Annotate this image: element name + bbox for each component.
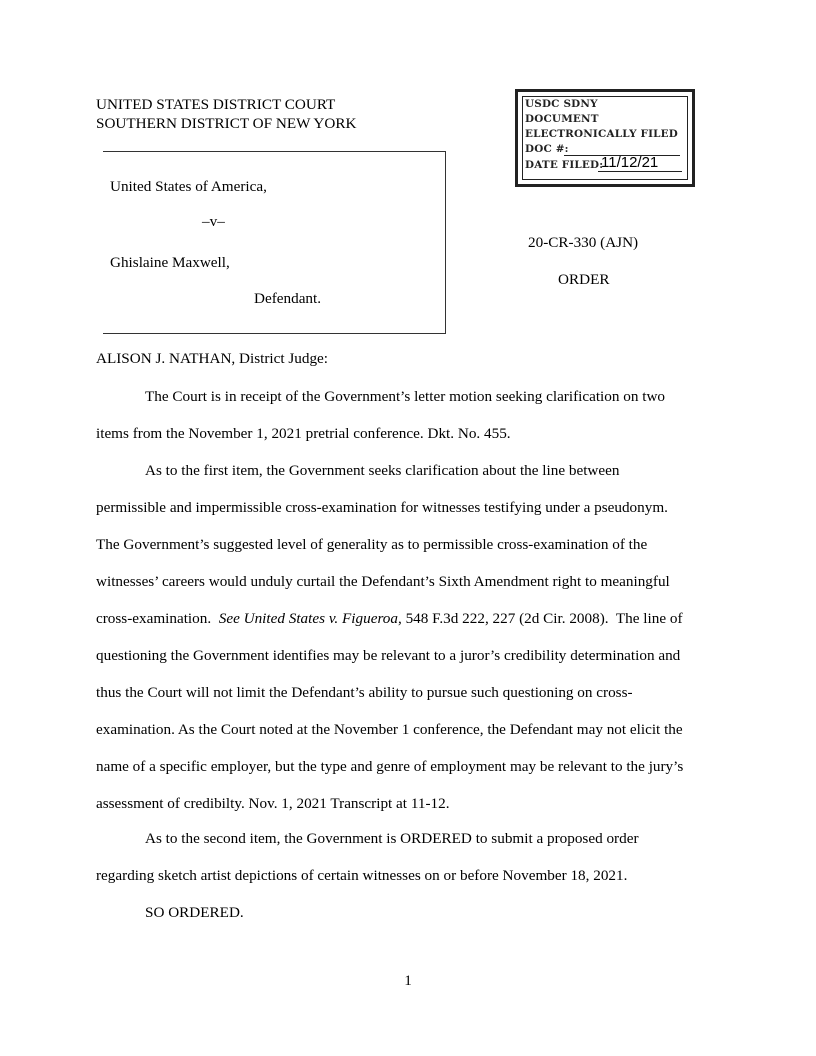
body-text: , 548 F.3d 222, 227 (2d Cir. 2008). The line of <box>397 610 683 627</box>
body-line: examination. As the Court noted at the November 1 conference, the Defendant may not elicit the <box>96 721 683 738</box>
body-line: thus the Court will not limit the Defendant’s ability to pursue such questioning on cross- <box>96 684 633 701</box>
stamp-date-label: DATE FILED: <box>525 159 604 171</box>
body-line: As to the second item, the Government is ORDERED to submit a proposed order <box>145 830 639 847</box>
body-line-with-citation <box>96 610 683 628</box>
case-citation: See United States v. Figueroa <box>218 610 398 627</box>
body-line: witnesses’ careers would unduly curtail the Defendant’s Sixth Amendment right to meaningful <box>96 573 670 590</box>
body-line: The Court is in receipt of the Government’s letter motion seeking clarification on two <box>145 388 666 405</box>
stamp-date-value: 11/12/21 <box>601 154 659 171</box>
stamp-court: USDC SDNY <box>525 98 598 110</box>
judge-line: ALISON J. NATHAN, District Judge: <box>96 350 329 367</box>
body-line: As to the first item, the Government seeks clarification about the line between <box>145 462 620 479</box>
body-line: regarding sketch artist depictions of certain witnesses on or before November 18, 2021. <box>96 867 628 884</box>
body-line: assessment of credibilty. Nov. 1, 2021 Transcript at 11-12. <box>96 795 450 812</box>
body-line: The Government’s suggested level of generality as to permissible cross-examination of the <box>96 536 648 553</box>
stamp-date-rule <box>598 171 682 172</box>
body-line: items from the November 1, 2021 pretrial conference. Dkt. No. 455. <box>96 425 511 442</box>
caption-versus: –v– <box>202 213 225 230</box>
body-text: cross-examination. <box>96 610 219 627</box>
caption-defendant-role: Defendant. <box>254 290 322 307</box>
so-ordered: SO ORDERED. <box>145 904 244 921</box>
body-line: name of a specific employer, but the type and genre of employment may be relevant to the jury’s <box>96 758 684 775</box>
caption-plaintiff: United States of America, <box>110 178 267 195</box>
stamp-doc-label: DOC #: <box>525 143 569 155</box>
document-type: ORDER <box>558 271 610 288</box>
stamp-electronically-filed: ELECTRONICALLY FILED <box>525 128 678 140</box>
body-line: questioning the Government identifies may be relevant to a juror’s credibility determination and <box>96 647 681 664</box>
filing-stamp <box>515 89 695 187</box>
stamp-document: DOCUMENT <box>525 113 599 125</box>
caption-defendant-name: Ghislaine Maxwell, <box>110 254 230 271</box>
court-name-line1: UNITED STATES DISTRICT COURT <box>96 96 336 113</box>
court-name-line2: SOUTHERN DISTRICT OF NEW YORK <box>96 115 357 132</box>
case-number: 20-CR-330 (AJN) <box>528 234 639 251</box>
body-line: permissible and impermissible cross-examination for witnesses testifying under a pseudonym. <box>96 499 668 516</box>
page-number: 1 <box>404 972 412 989</box>
